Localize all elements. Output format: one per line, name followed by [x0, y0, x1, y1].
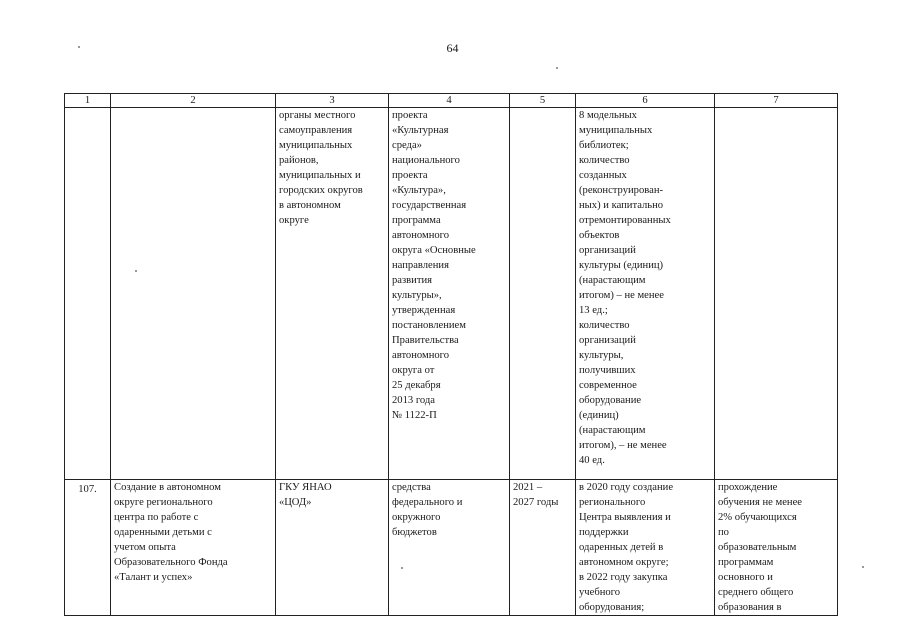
cell-text-line: округе регионального — [114, 497, 213, 508]
cell-text-line: направления — [392, 260, 449, 271]
cell-text-line: созданных — [579, 170, 627, 181]
cell-text-line: средства — [392, 482, 431, 493]
cell-text-line: 2013 года — [392, 395, 436, 406]
responsible-cell — [276, 480, 389, 616]
cell-text-line: одаренных детей в — [579, 542, 664, 553]
cell-text-line: регионального — [579, 497, 646, 508]
cell-text-line: 25 декабря — [392, 380, 441, 391]
cell-text-line: основного и — [718, 572, 773, 583]
cell-text-line: «Культура», — [392, 185, 446, 196]
header-col-6: 6 — [576, 94, 715, 108]
cell-text-line: учетом опыта — [114, 542, 176, 553]
cell-text-line: итогом), – не менее — [579, 440, 667, 451]
row-number-cell: 107. — [65, 480, 111, 616]
cell-text-line: прохождение — [718, 482, 778, 493]
cell-text-line: «ЦОД» — [279, 497, 312, 508]
scan-speck — [78, 46, 80, 48]
table-row — [65, 480, 838, 616]
cell-text-line: округе — [279, 215, 309, 226]
cell-text-line: Правительства — [392, 335, 459, 346]
header-col-3: 3 — [276, 94, 389, 108]
cell-text-line: в 2020 году создание — [579, 482, 674, 493]
cell-text-line: библиотек; — [579, 140, 629, 151]
cell-text-line: проекта — [392, 110, 428, 121]
cell-text-line: ГКУ ЯНАО — [279, 482, 332, 493]
cell-text-line: объектов — [579, 230, 620, 241]
cell-text-line: постановлением — [392, 320, 466, 331]
expected-result-cell — [576, 480, 715, 616]
cell-text-line: развития — [392, 275, 433, 286]
cell-text-line: отремонтированных — [579, 215, 671, 226]
cell-text-line: 13 ед.; — [579, 305, 608, 316]
cell-text-line: организаций — [579, 245, 636, 256]
cell-text-line: 2% обучающихся — [718, 512, 797, 523]
header-col-1: 1 — [65, 94, 111, 108]
cell-text-line: окружного — [392, 512, 441, 523]
cell-text-line: учебного — [579, 587, 621, 598]
cell-text-line: получивших — [579, 365, 636, 376]
cell-text-line: образования в — [718, 602, 782, 613]
cell-text-line: автономного — [392, 230, 450, 241]
cell-text-line: (нарастающим — [579, 425, 646, 436]
cell-text-line: автономного — [392, 350, 450, 361]
cell-text-line: в 2022 году закупка — [579, 572, 668, 583]
cell-text-line: 2027 годы — [513, 497, 559, 508]
scan-speck — [556, 67, 558, 69]
cell-text-line: бюджетов — [392, 527, 437, 538]
cell-text-line: программа — [392, 215, 441, 226]
header-col-2: 2 — [111, 94, 276, 108]
cell-text-line: (единиц) — [579, 410, 619, 421]
cell-text-line: оборудования; — [579, 602, 645, 613]
cell-text-line: современное — [579, 380, 637, 391]
cell-text-line: среднего общего — [718, 587, 794, 598]
cell-text-line: культуры (единиц) — [579, 260, 664, 271]
cell-text-line: городских округов — [279, 185, 363, 196]
scan-speck — [862, 566, 864, 568]
cell-text-line: по — [718, 527, 729, 538]
cell-text-line: национального — [392, 155, 460, 166]
cell-text-line: «Талант и успех» — [114, 572, 193, 583]
funding-source-cell — [389, 108, 510, 480]
cell-text-line: культуры, — [579, 350, 624, 361]
table-row — [65, 108, 838, 480]
cell-text-line: количество — [579, 155, 630, 166]
responsible-cell — [276, 108, 389, 480]
table-header-row — [65, 94, 838, 108]
cell-text-line: одаренными детьми с — [114, 527, 212, 538]
cell-text-line: самоуправления — [279, 125, 353, 136]
cell-text-line: органы местного — [279, 110, 356, 121]
cell-text-line: федерального и — [392, 497, 463, 508]
funding-source-cell — [389, 480, 510, 616]
measure-name-cell — [111, 480, 276, 616]
cell-text-line: поддержки — [579, 527, 629, 538]
page-number: 64 — [446, 41, 459, 55]
header-col-7: 7 — [715, 94, 838, 108]
row-number-cell — [65, 108, 111, 480]
cell-text-line: муниципальных и — [279, 170, 361, 181]
cell-text-line: «Культурная — [392, 125, 449, 136]
cell-text-line: районов, — [279, 155, 319, 166]
indicator-cell — [715, 108, 838, 480]
indicator-cell — [715, 480, 838, 616]
cell-text-line: количество — [579, 320, 630, 331]
period-cell — [510, 480, 576, 616]
document-table — [64, 93, 838, 616]
cell-text-line: утвержденная — [392, 305, 456, 316]
cell-text-line: центра по работе с — [114, 512, 199, 523]
cell-text-line: (нарастающим — [579, 275, 646, 286]
cell-text-line: обучения не менее — [718, 497, 802, 508]
measure-name-cell — [111, 108, 276, 480]
cell-text-line: Создание в автономном — [114, 482, 221, 493]
cell-text-line: программам — [718, 557, 774, 568]
cell-text-line: автономном округе; — [579, 557, 669, 568]
period-cell — [510, 108, 576, 480]
cell-text-line: организаций — [579, 335, 636, 346]
cell-text-line: 2021 – — [513, 482, 543, 493]
cell-text-line: 40 ед. — [579, 455, 605, 466]
cell-text-line: оборудование — [579, 395, 642, 406]
cell-text-line: ных) и капитально — [579, 200, 664, 211]
cell-text-line: культуры», — [392, 290, 442, 301]
cell-text-line: образовательным — [718, 542, 797, 553]
cell-text-line: государственная — [392, 200, 467, 211]
cell-text-line: в автономном — [279, 200, 341, 211]
cell-text-line: (реконструирован- — [579, 185, 664, 196]
cell-text-line: № 1122-П — [392, 410, 437, 421]
cell-text-line: муниципальных — [279, 140, 353, 151]
header-col-5: 5 — [510, 94, 576, 108]
cell-text-line: округа «Основные — [392, 245, 476, 256]
cell-text-line: муниципальных — [579, 125, 653, 136]
cell-text-line: Образовательного Фонда — [114, 557, 228, 568]
expected-result-cell — [576, 108, 715, 480]
header-col-4: 4 — [389, 94, 510, 108]
cell-text-line: проекта — [392, 170, 428, 181]
cell-text-line: среда» — [392, 140, 422, 151]
cell-text-line: Центра выявления и — [579, 512, 671, 523]
cell-text-line: 8 модельных — [579, 110, 637, 121]
cell-text-line: округа от — [392, 365, 435, 376]
cell-text-line: итогом) – не менее — [579, 290, 664, 301]
